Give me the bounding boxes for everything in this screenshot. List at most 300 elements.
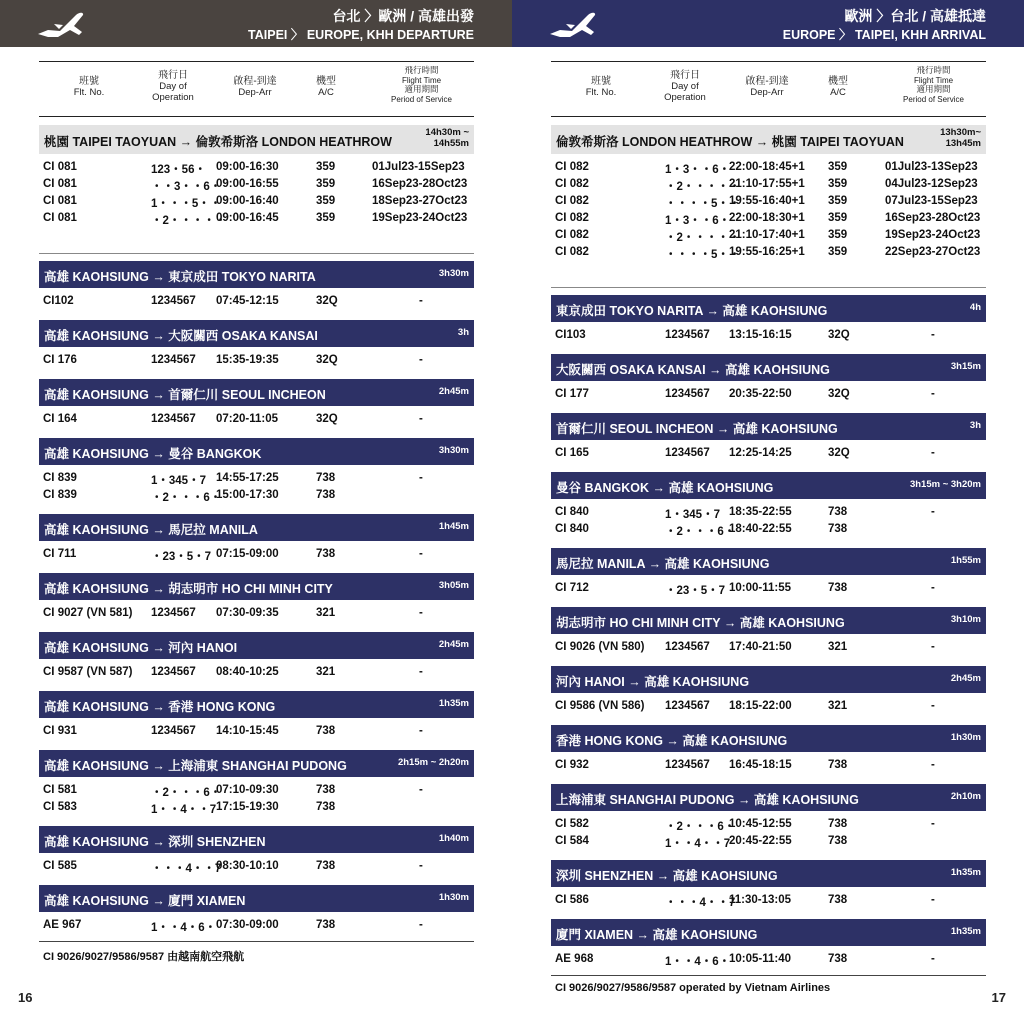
dep-arr-time: 07:30-09:00 (216, 919, 279, 931)
days-of-operation: 1・3・・6・ (665, 164, 731, 176)
route-name: 高雄 KAOHSIUNG → 廈門 XIAMEN (44, 894, 246, 908)
schedule-content (551, 61, 986, 994)
header-label: 飛行日 (670, 70, 700, 81)
dep-arr-time: 19:55-16:25+1 (729, 246, 805, 258)
aircraft-type: 738 (316, 784, 336, 796)
aircraft-type: 32Q (316, 295, 338, 307)
period-of-service: - (931, 388, 935, 400)
table-row (551, 211, 986, 228)
flight-duration: 4h (969, 302, 981, 313)
period-of-service: - (419, 548, 423, 560)
header-label: 飛行時間 (916, 65, 951, 75)
flight-number: CI 711 (43, 548, 77, 560)
aircraft-type: 359 (828, 195, 848, 207)
days-of-operation: 1234567 (665, 759, 710, 771)
days-of-operation: ・・・4・・7 (151, 863, 222, 875)
table-bottom-rule (39, 941, 474, 942)
route-header (551, 607, 986, 634)
flight-number: CI 081 (43, 212, 77, 224)
days-of-operation: ・2・・・6・ (665, 526, 736, 538)
dep-arr-time: 17:40-21:50 (729, 641, 792, 653)
flight-rows (551, 381, 986, 406)
route-name: 大阪關西 OSAKA KANSAI → 高雄 KAOHSIUNG (556, 363, 830, 377)
flight-number: CI 586 (555, 894, 589, 906)
flight-duration (425, 127, 469, 149)
flight-rows (551, 634, 986, 659)
table-header (39, 61, 474, 117)
dep-arr-time: 14:10-15:45 (216, 725, 279, 737)
route-header (39, 379, 474, 406)
period-of-service: 22Sep23-27Oct23 (885, 246, 981, 258)
dep-arr-time: 18:35-22:55 (729, 506, 792, 518)
table-row (39, 294, 474, 311)
flight-duration-line: 13h30m~ (940, 127, 981, 138)
aircraft-header (815, 76, 861, 98)
table-row (551, 505, 986, 522)
flight-number-header (551, 76, 651, 98)
route-header (39, 826, 474, 853)
header-label: Period of Service (903, 94, 964, 104)
aircraft-type: 32Q (316, 413, 338, 425)
days-of-operation: 1・・・5・・ (151, 198, 222, 210)
flight-number: CI 582 (555, 818, 589, 830)
period-of-service: 19Sep23-24Oct23 (885, 229, 981, 241)
flight-rows (551, 693, 986, 718)
route-header (551, 472, 986, 499)
dep-arr-time: 15:35-19:35 (216, 354, 279, 366)
table-row (551, 328, 986, 345)
aircraft-type: 359 (316, 161, 336, 173)
aircraft-type: 738 (828, 953, 848, 965)
flight-number: CI 585 (43, 860, 77, 872)
route-name: 胡志明市 HO CHI MINH CITY → 高雄 KAOHSIUNG (556, 616, 845, 630)
route-name: 馬尼拉 MANILA → 高雄 KAOHSIUNG (556, 557, 770, 571)
period-of-service: - (931, 700, 935, 712)
flight-duration: 2h45m (438, 386, 469, 397)
header-label: 啟程-到達 (233, 76, 277, 87)
header-label: Dep-Arr (238, 87, 272, 98)
days-of-operation: 1234567 (665, 329, 710, 341)
dep-arr-time: 08:40-10:25 (216, 666, 279, 678)
period-of-service: - (931, 953, 935, 965)
table-row (551, 758, 986, 775)
flight-duration: 1h40m (438, 833, 469, 844)
day-of-operation-header (651, 70, 719, 103)
flight-time-period-header (881, 66, 986, 104)
aircraft-type: 32Q (316, 354, 338, 366)
flight-number: CI 082 (555, 195, 589, 207)
period-of-service: - (931, 582, 935, 594)
flight-rows (39, 288, 474, 313)
page-number: 17 (991, 990, 1006, 1005)
aircraft-type: 359 (828, 246, 848, 258)
days-of-operation: ・2・・・・・ (151, 215, 227, 227)
period-of-service: - (419, 784, 423, 796)
table-row (551, 699, 986, 716)
aircraft-type: 359 (316, 178, 336, 190)
flight-number: CI 082 (555, 229, 589, 241)
table-row (39, 160, 474, 177)
period-of-service: - (419, 295, 423, 307)
flight-number: CI 584 (555, 835, 589, 847)
table-row (551, 194, 986, 211)
flight-time-period-header (369, 66, 474, 104)
flight-duration: 2h10m (950, 791, 981, 802)
flight-rows (39, 718, 474, 743)
days-of-operation: 1234567 (151, 725, 196, 737)
header-label: Dep-Arr (750, 87, 784, 98)
table-row (551, 228, 986, 245)
period-of-service: 16Sep23-28Oct23 (885, 212, 981, 224)
days-of-operation: ・・3・・6・ (151, 181, 222, 193)
flight-rows (551, 154, 986, 264)
route-name: 東京成田 TOKYO NARITA → 高雄 KAOHSIUNG (556, 304, 828, 318)
codeshare-note: CI 9026/9027/9586/9587 operated by Vietnam Airlines (555, 982, 831, 994)
codeshare-note: CI 9026/9027/9586/9587 由越南航空飛航 (43, 951, 245, 963)
table-row (39, 859, 474, 876)
period-of-service: - (419, 725, 423, 737)
route-header (39, 438, 474, 465)
route-header (551, 413, 986, 440)
aircraft-type: 738 (828, 818, 848, 830)
table-bottom-rule (551, 975, 986, 976)
table-row (551, 952, 986, 969)
dep-arr-time: 19:55-16:40+1 (729, 195, 805, 207)
flight-number: CI 176 (43, 354, 77, 366)
header-label: Operation (664, 92, 706, 103)
days-of-operation: 1234567 (151, 295, 196, 307)
aircraft-type: 738 (316, 801, 336, 813)
days-of-operation: ・2・・・・・ (665, 181, 741, 193)
flight-number: CI 839 (43, 489, 77, 501)
flight-number: AE 967 (43, 919, 82, 931)
flight-rows (551, 811, 986, 853)
aircraft-type: 738 (316, 548, 336, 560)
flight-number: CI 164 (43, 413, 77, 425)
table-row (551, 245, 986, 262)
aircraft-type: 321 (316, 607, 336, 619)
flight-duration: 3h15m ~ 3h20m (909, 479, 981, 490)
days-of-operation: 1234567 (151, 354, 196, 366)
header-label: A/C (830, 87, 846, 98)
dep-arr-header (207, 76, 303, 98)
flight-duration-line: 14h55m (433, 138, 469, 149)
flight-duration: 1h30m (438, 892, 469, 903)
flight-number: CI 082 (555, 212, 589, 224)
table-row (39, 412, 474, 429)
dep-arr-time: 07:15-09:00 (216, 548, 279, 560)
header-label: Flight Time (913, 75, 954, 85)
days-of-operation: 1・345・7 (665, 509, 720, 521)
dep-arr-time: 09:00-16:55 (216, 178, 279, 190)
flight-rows (39, 600, 474, 625)
dep-arr-time: 07:45-12:15 (216, 295, 279, 307)
aircraft-type: 359 (316, 195, 336, 207)
table-row (39, 488, 474, 505)
period-of-service: 04Jul23-12Sep23 (885, 178, 978, 190)
table-row (39, 918, 474, 935)
flight-number: CI 177 (555, 388, 589, 400)
header-label: 機型 (316, 76, 336, 87)
table-row (39, 211, 474, 228)
dep-arr-time: 10:45-12:55 (729, 818, 792, 830)
flight-number: CI 9027 (VN 581) (43, 607, 133, 619)
route-header (39, 573, 474, 600)
aircraft-type: 738 (316, 472, 336, 484)
table-header (551, 61, 986, 117)
aircraft-type: 738 (316, 919, 336, 931)
flight-number: CI 165 (555, 447, 589, 459)
aircraft-type: 359 (828, 212, 848, 224)
flight-duration-line: 13h45m (945, 138, 981, 149)
dep-arr-time: 08:30-10:10 (216, 860, 279, 872)
route-header-europe (39, 125, 474, 154)
section-divider (39, 230, 474, 254)
dep-arr-time: 07:10-09:30 (216, 784, 279, 796)
period-of-service: - (931, 894, 935, 906)
aircraft-type: 738 (316, 489, 336, 501)
header-label: Day of (671, 81, 699, 92)
header-label: Flight Time (401, 75, 442, 85)
flight-duration: 3h15m (950, 361, 981, 372)
days-of-operation: ・・・・5・・ (665, 249, 741, 261)
flight-number: CI 081 (43, 161, 77, 173)
route-header (551, 784, 986, 811)
days-of-operation: 1234567 (151, 607, 196, 619)
dep-arr-time: 18:40-22:55 (729, 523, 792, 535)
period-of-service: - (419, 413, 423, 425)
route-name: 高雄 KAOHSIUNG → 首爾仁川 SEOUL INCHEON (44, 388, 326, 402)
flight-duration: 1h35m (950, 867, 981, 878)
flight-rows (39, 912, 474, 937)
route-header (551, 666, 986, 693)
route-name: 曼谷 BANGKOK → 高雄 KAOHSIUNG (556, 481, 774, 495)
flight-number: CI 712 (555, 582, 589, 594)
days-of-operation: 1・・4・・7 (665, 838, 731, 850)
days-of-operation: ・23・5・7 (151, 551, 212, 563)
page-number: 16 (18, 990, 33, 1005)
dep-arr-time: 07:30-09:35 (216, 607, 279, 619)
flight-duration: 3h30m (438, 445, 469, 456)
header-label: 適用期間 (404, 84, 439, 94)
dep-arr-time: 21:10-17:40+1 (729, 229, 805, 241)
aircraft-type: 321 (828, 700, 848, 712)
period-of-service: 01Jul23-13Sep23 (885, 161, 978, 173)
banner-title-zh: 台北 〉歐洲 / 高雄出發 (332, 8, 474, 24)
route-header (39, 750, 474, 777)
aircraft-type: 738 (316, 860, 336, 872)
header-label: Day of (159, 81, 187, 92)
flight-duration: 3h (969, 420, 981, 431)
period-of-service: 18Sep23-27Oct23 (372, 195, 468, 207)
flight-number: CI 840 (555, 523, 589, 535)
aircraft-type: 738 (828, 835, 848, 847)
table-row (39, 724, 474, 741)
flight-rows (39, 541, 474, 566)
dep-arr-time: 09:00-16:45 (216, 212, 279, 224)
header-label: 啟程-到達 (745, 76, 789, 87)
flight-number: CI 840 (555, 506, 589, 518)
flight-rows (39, 777, 474, 819)
days-of-operation: 123・56・ (151, 164, 206, 176)
section-divider (551, 264, 986, 288)
flight-duration-line: 14h30m ~ (425, 127, 469, 138)
table-row (39, 177, 474, 194)
aircraft-type: 359 (316, 212, 336, 224)
route-name: 首爾仁川 SEOUL INCHEON → 高雄 KAOHSIUNG (556, 422, 838, 436)
table-row (551, 177, 986, 194)
flight-duration: 1h35m (950, 926, 981, 937)
table-row (39, 194, 474, 211)
flight-number: AE 968 (555, 953, 594, 965)
route-name: 高雄 KAOHSIUNG → 上海浦東 SHANGHAI PUDONG (44, 759, 347, 773)
dep-arr-time: 20:35-22:50 (729, 388, 792, 400)
flight-number: CI 839 (43, 472, 77, 484)
days-of-operation: 1・・4・・7 (151, 804, 217, 816)
flight-rows (39, 347, 474, 372)
route-header (551, 725, 986, 752)
right-page (512, 0, 1024, 1024)
flight-rows (551, 575, 986, 600)
banner-title-en: TAIPEI 〉 EUROPE, KHH DEPARTURE (248, 28, 474, 42)
route-name: 上海浦東 SHANGHAI PUDONG → 高雄 KAOHSIUNG (556, 793, 859, 807)
flight-duration: 3h10m (950, 614, 981, 625)
days-of-operation: 1・・4・6・ (151, 922, 217, 934)
period-of-service: 01Jul23-15Sep23 (372, 161, 465, 173)
route-header (39, 885, 474, 912)
flight-rows (551, 322, 986, 347)
dep-arr-time: 12:25-14:25 (729, 447, 792, 459)
days-of-operation: ・2・・・6・ (151, 787, 222, 799)
header-label: A/C (318, 87, 334, 98)
aircraft-type: 32Q (828, 329, 850, 341)
aircraft-type: 738 (828, 582, 848, 594)
route-header (39, 514, 474, 541)
header-label: Operation (152, 92, 194, 103)
aircraft-type: 359 (828, 161, 848, 173)
dep-arr-time: 09:00-16:40 (216, 195, 279, 207)
flight-duration: 2h15m ~ 2h20m (397, 757, 469, 768)
table-row (39, 800, 474, 817)
day-of-operation-header (139, 70, 207, 103)
aircraft-type: 32Q (828, 447, 850, 459)
aircraft-type: 738 (828, 894, 848, 906)
flight-rows (39, 154, 474, 230)
route-name: 廈門 XIAMEN → 高雄 KAOHSIUNG (556, 928, 758, 942)
period-of-service: - (931, 818, 935, 830)
dep-arr-time: 14:55-17:25 (216, 472, 279, 484)
flight-rows (551, 946, 986, 971)
flight-duration: 2h45m (438, 639, 469, 650)
route-header (39, 261, 474, 288)
dep-arr-time: 20:45-22:55 (729, 835, 792, 847)
header-label: Period of Service (391, 94, 452, 104)
header-label: 班號 (79, 76, 99, 87)
flight-number: CI102 (43, 295, 74, 307)
route-header-europe (551, 125, 986, 154)
flight-rows (39, 465, 474, 507)
route-name: 香港 HONG KONG → 高雄 KAOHSIUNG (556, 734, 788, 748)
period-of-service: - (419, 607, 423, 619)
table-row (551, 160, 986, 177)
days-of-operation: ・2・・・・・ (665, 232, 741, 244)
period-of-service: - (931, 329, 935, 341)
route-header (39, 632, 474, 659)
period-of-service: - (419, 472, 423, 484)
table-row (551, 522, 986, 539)
aircraft-type: 32Q (828, 388, 850, 400)
flight-duration: 1h30m (950, 732, 981, 743)
flight-rows (39, 853, 474, 878)
period-of-service: - (419, 354, 423, 366)
table-row (551, 640, 986, 657)
flight-rows (39, 659, 474, 684)
flight-number: CI 082 (555, 161, 589, 173)
period-of-service: 19Sep23-24Oct23 (372, 212, 468, 224)
dep-arr-time: 18:15-22:00 (729, 700, 792, 712)
flight-number: CI 9587 (VN 587) (43, 666, 133, 678)
route-header (39, 691, 474, 718)
route-name: 高雄 KAOHSIUNG → 大阪關西 OSAKA KANSAI (44, 329, 318, 343)
flight-number: CI 583 (43, 801, 77, 813)
dep-arr-time: 13:15-16:15 (729, 329, 792, 341)
dep-arr-time: 07:20-11:05 (216, 413, 279, 425)
header-label: Flt. No. (585, 87, 617, 98)
period-of-service: 07Jul23-15Sep23 (885, 195, 978, 207)
schedule-content (39, 61, 474, 964)
route-name: 高雄 KAOHSIUNG → 曼谷 BANGKOK (44, 447, 262, 461)
flight-duration: 1h55m (950, 555, 981, 566)
aircraft-type: 738 (828, 506, 848, 518)
table-row (551, 834, 986, 851)
table-row (39, 783, 474, 800)
flight-number: CI 932 (555, 759, 589, 771)
days-of-operation: 1234567 (151, 666, 196, 678)
aircraft-type: 738 (828, 759, 848, 771)
header-label: 適用期間 (916, 84, 951, 94)
table-row (39, 353, 474, 370)
period-of-service: - (419, 919, 423, 931)
days-of-operation: 1・345・7 (151, 475, 206, 487)
flight-number: CI 581 (43, 784, 77, 796)
table-row (551, 893, 986, 910)
header-label: 飛行日 (158, 70, 188, 81)
period-of-service: - (419, 860, 423, 872)
airplane-icon (548, 10, 598, 40)
route-name: 倫敦希斯洛 LONDON HEATHROW → 桃園 TAIPEI TAOYUAN (556, 135, 904, 149)
period-of-service: - (931, 506, 935, 518)
route-name: 高雄 KAOHSIUNG → 馬尼拉 MANILA (44, 523, 258, 537)
flight-number: CI 081 (43, 178, 77, 190)
dep-arr-time: 22:00-18:45+1 (729, 161, 805, 173)
table-row (39, 665, 474, 682)
route-header (551, 295, 986, 322)
flight-number: CI 082 (555, 246, 589, 258)
table-row (551, 817, 986, 834)
dep-arr-time: 10:00-11:55 (729, 582, 792, 594)
route-header (39, 320, 474, 347)
route-name: 深圳 SHENZHEN → 高雄 KAOHSIUNG (556, 869, 778, 883)
dep-arr-time: 22:00-18:30+1 (729, 212, 805, 224)
days-of-operation: 1234567 (151, 413, 196, 425)
table-row (39, 471, 474, 488)
days-of-operation: 1234567 (665, 700, 710, 712)
flight-duration: 3h30m (438, 268, 469, 279)
flight-number: CI103 (555, 329, 586, 341)
period-of-service: - (931, 759, 935, 771)
airplane-icon (36, 10, 86, 40)
period-of-service: - (931, 447, 935, 459)
